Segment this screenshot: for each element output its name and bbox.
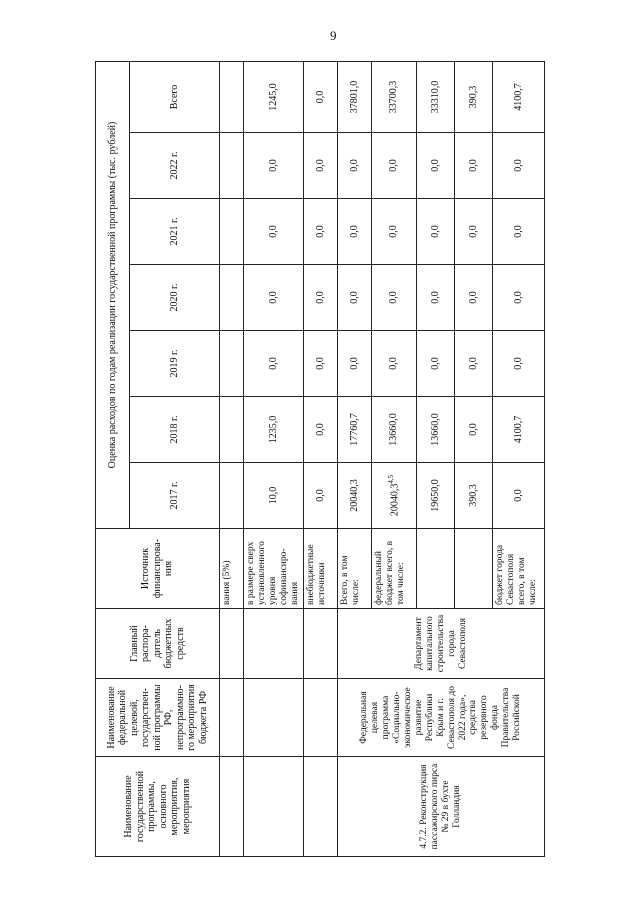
cell-v2020: 0,0 xyxy=(304,265,338,331)
cell-v2021: 0,0 xyxy=(244,199,304,265)
cell-v2018: 0,0 xyxy=(304,397,338,463)
cell-total xyxy=(220,61,244,132)
table-body xyxy=(220,61,545,856)
header-year-2020: 2020 г. xyxy=(130,265,220,331)
cell-v2017 xyxy=(220,463,244,529)
cell-v2022: 0,0 xyxy=(416,133,454,199)
cell-federal-program: Федеральная целевая программа «Социально-экономическое развитие Республики Крым и г. Севастополя до 2022 года», средства резервного фонда Правительства Российской xyxy=(338,679,545,757)
cell-v2019: 0,0 xyxy=(372,331,416,397)
cell-v2019: 0,0 xyxy=(244,331,304,397)
cell-source: Всего, в том числе: xyxy=(338,529,372,609)
cell-total: 4100,7 xyxy=(492,61,544,132)
header-year-2017: 2017 г. xyxy=(130,463,220,529)
header-year-2022: 2022 г. xyxy=(130,133,220,199)
cell-source: внебюджетные источники xyxy=(304,529,338,609)
cell-v2020: 0,0 xyxy=(492,265,544,331)
cell-program-empty xyxy=(220,757,244,857)
cell-program-empty xyxy=(244,757,304,857)
cell-value: 20040,3 xyxy=(389,483,401,517)
cell-program: 4.7.2. Реконструкция пассажирского пирса № 29 в бухте Голландия xyxy=(338,757,545,857)
header-federal-program: Наименование федеральной целевой, государствен-ной программы РФ, непрограммно-го мероприятия бюджета РФ xyxy=(96,679,220,757)
cell-distributor-empty xyxy=(244,609,304,679)
cell-v2019: 0,0 xyxy=(454,331,492,397)
cell-v2022: 0,0 xyxy=(338,133,372,199)
cell-v2017 xyxy=(372,463,416,529)
header-year-2021: 2021 г. xyxy=(130,199,220,265)
cell-v2022: 0,0 xyxy=(244,133,304,199)
cell-v2021 xyxy=(220,199,244,265)
cell-distributor-empty xyxy=(220,609,244,679)
header-source: Источник финансирова-ния xyxy=(96,529,220,609)
cell-v2019 xyxy=(220,331,244,397)
page-number: 9 xyxy=(330,28,337,43)
header-program: Наименование государственной программы, основного мероприятия, мероприятия xyxy=(96,757,220,857)
cell-v2019: 0,0 xyxy=(338,331,372,397)
table-row xyxy=(220,61,244,856)
cell-total: 0,0 xyxy=(304,61,338,132)
rotated-table-frame xyxy=(95,62,545,857)
cell-v2020 xyxy=(220,265,244,331)
cell-v2022: 0,0 xyxy=(372,133,416,199)
cell-total: 1245,0 xyxy=(244,61,304,132)
cell-v2018 xyxy=(220,397,244,463)
cell-v2018: 4100,7 xyxy=(492,397,544,463)
cell-v2021: 0,0 xyxy=(338,199,372,265)
cell-v2017: 20040,3 xyxy=(338,463,372,529)
cell-v2020: 0,0 xyxy=(416,265,454,331)
cell-source: в размере сверх установленного уровня софинансиро-вания xyxy=(244,529,304,609)
table-row xyxy=(338,61,372,856)
cell-distributor-empty xyxy=(304,609,338,679)
cell-v2018: 13660,0 xyxy=(416,397,454,463)
header-year-2019: 2019 г. xyxy=(130,331,220,397)
cell-v2021: 0,0 xyxy=(416,199,454,265)
cell-v2020: 0,0 xyxy=(454,265,492,331)
cell-v2018: 17760,7 xyxy=(338,397,372,463)
cell-v2022 xyxy=(220,133,244,199)
cell-federal-empty xyxy=(244,679,304,757)
cell-v2018: 13660,0 xyxy=(372,397,416,463)
cell-source: федеральный бюджет всего, в том числе: xyxy=(372,529,416,609)
cell-v2021: 0,0 xyxy=(454,199,492,265)
table-row xyxy=(304,61,338,856)
cell-v2021: 0,0 xyxy=(372,199,416,265)
cell-v2017: 0,0 xyxy=(492,463,544,529)
cell-v2019: 0,0 xyxy=(304,331,338,397)
footnote-ref: 4,5 xyxy=(387,474,396,484)
header-distributor: Главный распора-дитель бюджетных средств xyxy=(96,609,220,679)
cell-v2021: 0,0 xyxy=(492,199,544,265)
cell-federal-empty xyxy=(304,679,338,757)
cell-distributor: Департамент капитального строительства города Севастополя xyxy=(338,609,545,679)
cell-total: 390,3 xyxy=(454,61,492,132)
cell-v2022: 0,0 xyxy=(304,133,338,199)
cell-v2019: 0,0 xyxy=(492,331,544,397)
header-total: Всего xyxy=(130,61,220,132)
cell-v2017: 0,0 xyxy=(304,463,338,529)
cell-v2018: 1235,0 xyxy=(244,397,304,463)
cell-v2020: 0,0 xyxy=(372,265,416,331)
cell-source xyxy=(454,529,492,609)
cell-v2021: 0,0 xyxy=(304,199,338,265)
cell-source: вания (5%) xyxy=(220,529,244,609)
cell-source xyxy=(416,529,454,609)
cell-federal-empty xyxy=(220,679,244,757)
cell-v2020: 0,0 xyxy=(338,265,372,331)
cell-v2022: 0,0 xyxy=(454,133,492,199)
cell-v2017: 19650,0 xyxy=(416,463,454,529)
cell-total: 37801,0 xyxy=(338,61,372,132)
header-group: Оценка расходов по годам реализации государственной программы (тыс. рублей) xyxy=(96,61,130,528)
table-row xyxy=(244,61,304,856)
expenses-table xyxy=(95,61,545,857)
cell-program-empty xyxy=(304,757,338,857)
cell-v2017: 390,3 xyxy=(454,463,492,529)
cell-v2018: 0,0 xyxy=(454,397,492,463)
header-year-2018: 2018 г. xyxy=(130,397,220,463)
cell-total: 33310,0 xyxy=(416,61,454,132)
cell-v2022: 0,0 xyxy=(492,133,544,199)
cell-source: бюджет города Севастополя всего, в том числе: xyxy=(492,529,544,609)
cell-v2020: 0,0 xyxy=(244,265,304,331)
cell-total: 33700,3 xyxy=(372,61,416,132)
cell-v2019: 0,0 xyxy=(416,331,454,397)
cell-v2017: 10,0 xyxy=(244,463,304,529)
